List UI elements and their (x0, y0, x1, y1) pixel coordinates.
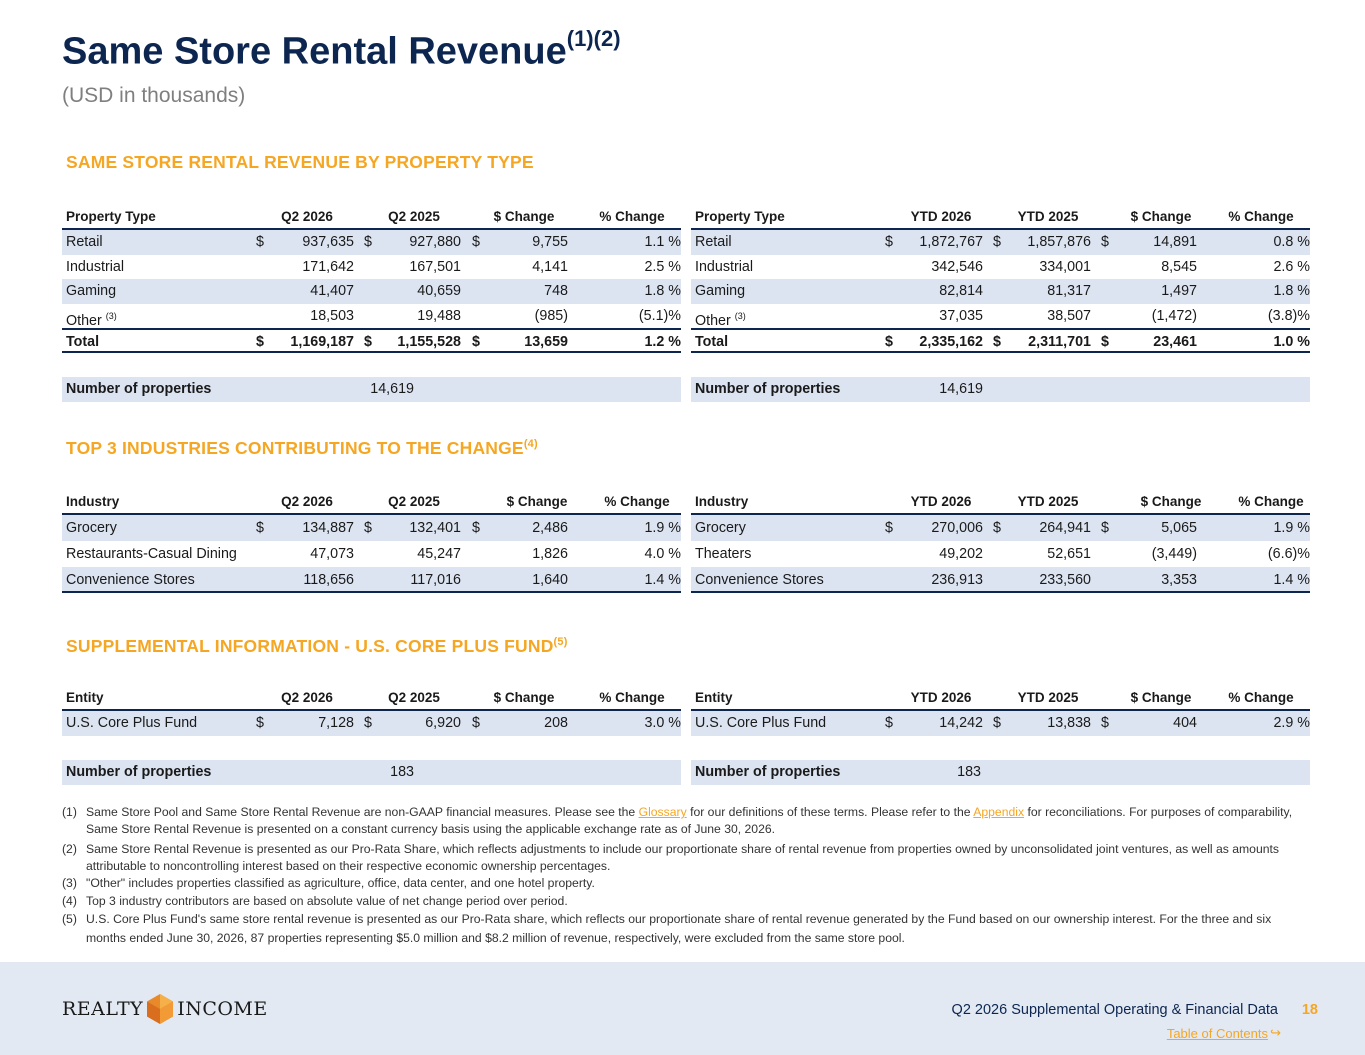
table-row (691, 255, 1310, 280)
value-cell: 927,880 (409, 234, 461, 250)
number-of-properties-label: Number of properties (695, 381, 841, 397)
value-cell: 1,872,767 (919, 234, 983, 250)
logo-mark-icon (147, 994, 173, 1024)
value-cell: 1,169,187 (290, 334, 354, 350)
currency-symbol: $ (1101, 520, 1109, 536)
table-header-row (691, 491, 1310, 515)
row-label-text: U.S. Core Plus Fund (695, 715, 827, 731)
value-cell: 1,497 (1161, 283, 1197, 299)
table-fund-quarter (62, 687, 681, 736)
footnote-number: (5) (62, 912, 77, 926)
column-header: Q2 2026 (281, 209, 333, 224)
column-header: YTD 2025 (1017, 209, 1079, 224)
table-header-row (62, 687, 681, 711)
row-label-text: Total (66, 334, 100, 350)
row-label-text: Theaters (695, 546, 752, 562)
row-label-text: Total (695, 334, 729, 350)
row-label-text: Industrial (66, 258, 125, 275)
footnote-4 (62, 893, 1312, 910)
currency-symbol: $ (256, 234, 264, 250)
value-cell: 134,887 (302, 520, 354, 536)
page-subtitle: (USD in thousands) (62, 84, 246, 107)
section-heading-supplemental: SUPPLEMENTAL INFORMATION - U.S. CORE PLUS FUND$^{(5)}$ (66, 636, 568, 656)
table-row (62, 515, 681, 541)
number-of-properties-label: Number of properties (695, 764, 841, 780)
logo-text-left: REALTY (62, 998, 144, 1020)
value-cell: 937,635 (302, 234, 354, 250)
currency-symbol: $ (364, 715, 372, 731)
currency-symbol: $ (364, 334, 372, 350)
row-label (66, 711, 197, 736)
number-of-properties-label: Number of properties (66, 764, 212, 780)
table-of-contents-link[interactable]: Table of Contents (1166, 1026, 1268, 1041)
column-header: % Change (604, 494, 670, 509)
value-cell: 13,659 (524, 334, 568, 350)
row-label (66, 279, 116, 304)
value-cell: 404 (1173, 715, 1197, 731)
percent-change-cell: 2.9 % (1273, 715, 1310, 731)
page-title: Same Store Rental Revenue$^{(1)(2)}$ (62, 26, 621, 73)
value-cell: 2,311,701 (1028, 334, 1091, 350)
percent-change-cell: 1.1 % (644, 234, 681, 250)
value-cell: 23,461 (1153, 334, 1197, 350)
number-of-properties-quarter (62, 377, 681, 402)
currency-symbol: $ (885, 334, 893, 350)
currency-symbol: $ (364, 234, 372, 250)
table-header-row (691, 206, 1310, 230)
value-cell: 117,016 (410, 572, 461, 588)
percent-change-cell: 1.0 % (1273, 334, 1310, 350)
value-cell: 7,128 (318, 715, 354, 731)
currency-symbol: $ (256, 715, 264, 731)
appendix-link[interactable]: Appendix (973, 805, 1025, 819)
value-cell: 3,353 (1161, 572, 1197, 588)
table-row (62, 230, 681, 255)
table-header-row (691, 687, 1310, 711)
footnote-number: (4) (62, 893, 77, 908)
footnote-number: (3) (62, 876, 77, 890)
percent-change-cell: 2.6 % (1273, 258, 1310, 275)
column-header: Industry (695, 494, 749, 509)
value-cell: 49,202 (939, 546, 983, 562)
table-total-row (62, 328, 681, 353)
value-cell: 334,001 (1039, 258, 1091, 275)
value-cell: 47,073 (310, 546, 354, 562)
value-cell: 1,857,876 (1027, 234, 1091, 250)
column-header: YTD 2025 (1017, 494, 1079, 509)
column-header: $ Change (493, 690, 555, 705)
row-label (695, 304, 746, 329)
row-label-text: Convenience Stores (66, 572, 195, 588)
value-cell: 18,503 (310, 307, 354, 324)
percent-change-cell: 1.8 % (644, 283, 681, 299)
footer (0, 962, 1365, 1055)
percent-change-cell: 1.4 % (1273, 572, 1310, 588)
currency-symbol: $ (993, 520, 1001, 536)
table-row (691, 711, 1310, 736)
currency-symbol: $ (885, 520, 893, 536)
percent-change-cell: 1.4 % (644, 572, 681, 588)
value-cell: 19,488 (417, 307, 461, 324)
row-label (66, 541, 237, 567)
row-label-text: Other (695, 312, 731, 329)
table-industries-ytd (691, 491, 1310, 593)
value-cell: 233,560 (1039, 572, 1091, 588)
footnote-reference: (3) (105, 310, 117, 321)
value-cell: (985) (534, 307, 568, 324)
column-header: Q2 2026 (281, 690, 333, 705)
value-cell: 342,546 (931, 258, 983, 275)
currency-symbol: $ (1101, 715, 1109, 731)
column-header: Q2 2025 (388, 209, 440, 224)
table-industries-quarter (62, 491, 681, 593)
table-row (691, 304, 1310, 329)
table-property-type-ytd (691, 206, 1310, 353)
percent-change-cell: (6.6)% (1267, 546, 1310, 562)
value-cell: 40,659 (417, 283, 461, 299)
row-label (66, 304, 117, 329)
value-cell: 38,507 (1047, 307, 1091, 324)
number-of-properties-value: 183 (390, 764, 414, 780)
percent-change-cell: (3.8)% (1267, 307, 1310, 324)
row-label (695, 711, 826, 736)
currency-symbol: $ (256, 334, 264, 350)
table-total-row (691, 328, 1310, 353)
value-cell: 264,941 (1039, 520, 1091, 536)
currency-symbol: $ (885, 715, 893, 731)
column-header: % Change (1228, 690, 1294, 705)
percent-change-cell: 3.0 % (644, 715, 681, 731)
number-of-properties-value: 14,619 (939, 381, 983, 397)
row-label (66, 567, 195, 591)
footnote-number: (1) (62, 805, 77, 819)
column-header: Property Type (695, 209, 785, 224)
column-header: YTD 2025 (1017, 690, 1079, 705)
column-header: Property Type (66, 209, 156, 224)
value-cell: 1,826 (532, 546, 568, 562)
table-row (691, 515, 1310, 541)
footnote-2 (62, 841, 1312, 874)
footnote-number: (2) (62, 842, 77, 856)
row-label-text: Industrial (695, 258, 754, 275)
value-cell: 9,755 (532, 234, 568, 250)
number-of-properties-label: Number of properties (66, 381, 212, 397)
company-logo[interactable] (62, 994, 268, 1024)
currency-symbol: $ (1101, 334, 1109, 350)
table-row (691, 541, 1310, 567)
footnote-text: Same Store Pool and Same Store Rental Revenue are non-GAAP financial measures. Please see the Glossary for our definitions of these terms. Please refer to the Appendix for reconciliations. For purposes of comparability, Same Store Rental Revenue is presented on a constant currency basis using the applicable exchange rate as of June 30, 2026. (86, 805, 1293, 836)
table-row (62, 711, 681, 736)
footer-document-title: Q2 2026 Supplemental Operating & Financial Data (951, 1002, 1278, 1018)
page-number: 18 (1301, 1002, 1318, 1018)
row-label (695, 230, 732, 255)
value-cell: 2,486 (532, 520, 568, 536)
value-cell: 171,642 (302, 258, 354, 275)
currency-symbol: $ (472, 520, 480, 536)
table-row (62, 304, 681, 329)
table-property-type-quarter (62, 206, 681, 353)
row-label-text: Gaming (695, 283, 746, 299)
column-header: YTD 2026 (910, 494, 972, 509)
column-header: YTD 2026 (910, 209, 972, 224)
row-label-text: Other (66, 312, 102, 329)
row-label-text: Convenience Stores (695, 572, 824, 588)
table-row (691, 567, 1310, 593)
currency-symbol: $ (1101, 234, 1109, 250)
row-label (695, 515, 746, 541)
value-cell: 13,838 (1047, 715, 1091, 731)
value-cell: 1,640 (532, 572, 568, 588)
footnote-text: U.S. Core Plus Fund's same store rental revenue is presented as our Pro-Rata share, which reflects our proportionate share of rental revenue generated by the Fund based on our ownership interest. For the three and six months ended June 30, 2026, 87 properties representing $5.0 million and $8.2 million of revenue, respectively, were excluded from the same store pool. (86, 912, 1272, 945)
column-header: % Change (1238, 494, 1304, 509)
fund-number-of-properties-ytd (691, 760, 1310, 785)
column-header: $ Change (1130, 690, 1192, 705)
column-header: Industry (66, 494, 120, 509)
percent-change-cell: 1.9 % (1273, 520, 1310, 536)
row-label (66, 230, 103, 255)
value-cell: 45,247 (417, 546, 461, 562)
value-cell: 167,501 (409, 258, 461, 275)
currency-symbol: $ (364, 520, 372, 536)
row-label (695, 255, 753, 280)
value-cell: 14,242 (939, 715, 983, 731)
currency-symbol: $ (472, 234, 480, 250)
column-header: Entity (66, 690, 104, 705)
column-header: $ Change (1140, 494, 1202, 509)
value-cell: 82,814 (939, 283, 983, 299)
row-label (66, 515, 117, 541)
value-cell: 236,913 (931, 572, 983, 588)
currency-symbol: $ (993, 715, 1001, 731)
value-cell: 208 (544, 715, 568, 731)
row-label-text: U.S. Core Plus Fund (66, 715, 198, 731)
footnote-reference: (3) (734, 310, 746, 321)
number-of-properties-value: 14,619 (370, 381, 414, 397)
number-of-properties-ytd (691, 377, 1310, 402)
fund-number-of-properties-quarter (62, 760, 681, 785)
footnote-3 (62, 875, 1312, 892)
table-row (62, 541, 681, 567)
value-cell: 14,891 (1153, 234, 1197, 250)
column-header: % Change (1228, 209, 1294, 224)
currency-symbol: $ (993, 234, 1001, 250)
row-label (66, 255, 124, 280)
row-label-text: Grocery (695, 520, 746, 536)
percent-change-cell: (5.1)% (638, 307, 681, 324)
value-cell: 6,920 (425, 715, 461, 731)
column-header: YTD 2026 (910, 690, 972, 705)
row-label (695, 330, 728, 351)
value-cell: 2,335,162 (919, 334, 983, 350)
table-fund-ytd (691, 687, 1310, 736)
value-cell: 41,407 (310, 283, 354, 299)
percent-change-cell: 4.0 % (644, 546, 681, 562)
column-header: Q2 2026 (281, 494, 333, 509)
glossary-link[interactable]: Glossary (638, 805, 687, 819)
table-row (62, 255, 681, 280)
footnote-text: Same Store Rental Revenue is presented as our Pro-Rata Share, which reflects adjustments to include our proportionate share of rental revenue from properties owned by unconsolidated joint ventures, as well as amounts attributable to noncontrolling interest based on their respective economic ownership percentages. (86, 842, 1279, 873)
currency-symbol: $ (885, 234, 893, 250)
percent-change-cell: 1.9 % (644, 520, 681, 536)
section-heading-property-type: SAME STORE RENTAL REVENUE BY PROPERTY TYPE (66, 152, 534, 172)
row-label-text: Retail (66, 234, 103, 250)
percent-change-cell: 1.2 % (644, 334, 681, 350)
currency-symbol: $ (993, 334, 1001, 350)
row-label (695, 541, 751, 567)
table-row (62, 279, 681, 304)
value-cell: 132,401 (409, 520, 461, 536)
table-row (62, 567, 681, 593)
value-cell: 1,155,528 (397, 334, 461, 350)
column-header: % Change (599, 209, 665, 224)
row-label (695, 567, 824, 591)
section-heading-industries: TOP 3 INDUSTRIES CONTRIBUTING TO THE CHANGE$^{(4)}$ (66, 438, 538, 458)
column-header: Entity (695, 690, 733, 705)
value-cell: 118,656 (303, 572, 354, 588)
value-cell: (3,449) (1151, 546, 1197, 562)
footnote-text: "Other" includes properties classified as agriculture, office, data center, and one hotel property. (86, 876, 595, 890)
value-cell: 4,141 (532, 258, 568, 275)
table-header-row (62, 206, 681, 230)
value-cell: (1,472) (1151, 307, 1197, 324)
number-of-properties-value: 183 (957, 764, 981, 780)
percent-change-cell: 0.8 % (1273, 234, 1310, 250)
column-header: $ Change (506, 494, 568, 509)
column-header: $ Change (493, 209, 555, 224)
value-cell: 8,545 (1161, 258, 1197, 275)
row-label-text: Restaurants-Casual Dining (66, 546, 237, 562)
value-cell: 37,035 (939, 307, 983, 324)
currency-symbol: $ (472, 715, 480, 731)
footnote-5 (62, 910, 1312, 948)
column-header: Q2 2025 (388, 690, 440, 705)
footnote-text: Top 3 industry contributors are based on absolute value of net change period over period. (86, 893, 568, 908)
percent-change-cell: 1.8 % (1273, 283, 1310, 299)
row-label-text: Grocery (66, 520, 117, 536)
currency-symbol: $ (256, 520, 264, 536)
table-header-row (62, 491, 681, 515)
table-row (691, 279, 1310, 304)
row-label-text: Retail (695, 234, 732, 250)
row-label (66, 330, 99, 351)
value-cell: 5,065 (1161, 520, 1197, 536)
return-arrow-icon[interactable]: ↪ (1270, 1025, 1281, 1040)
table-row (691, 230, 1310, 255)
column-header: Q2 2025 (388, 494, 440, 509)
value-cell: 52,651 (1047, 546, 1091, 562)
value-cell: 748 (544, 283, 568, 299)
footnote-1 (62, 804, 1312, 837)
column-header: % Change (599, 690, 665, 705)
value-cell: 81,317 (1047, 283, 1091, 299)
footnotes (62, 804, 1312, 949)
column-header: $ Change (1130, 209, 1192, 224)
row-label-text: Gaming (66, 283, 117, 299)
row-label (695, 279, 745, 304)
currency-symbol: $ (472, 334, 480, 350)
percent-change-cell: 2.5 % (644, 258, 681, 275)
logo-text-right: INCOME (177, 998, 268, 1020)
value-cell: 270,006 (931, 520, 983, 536)
